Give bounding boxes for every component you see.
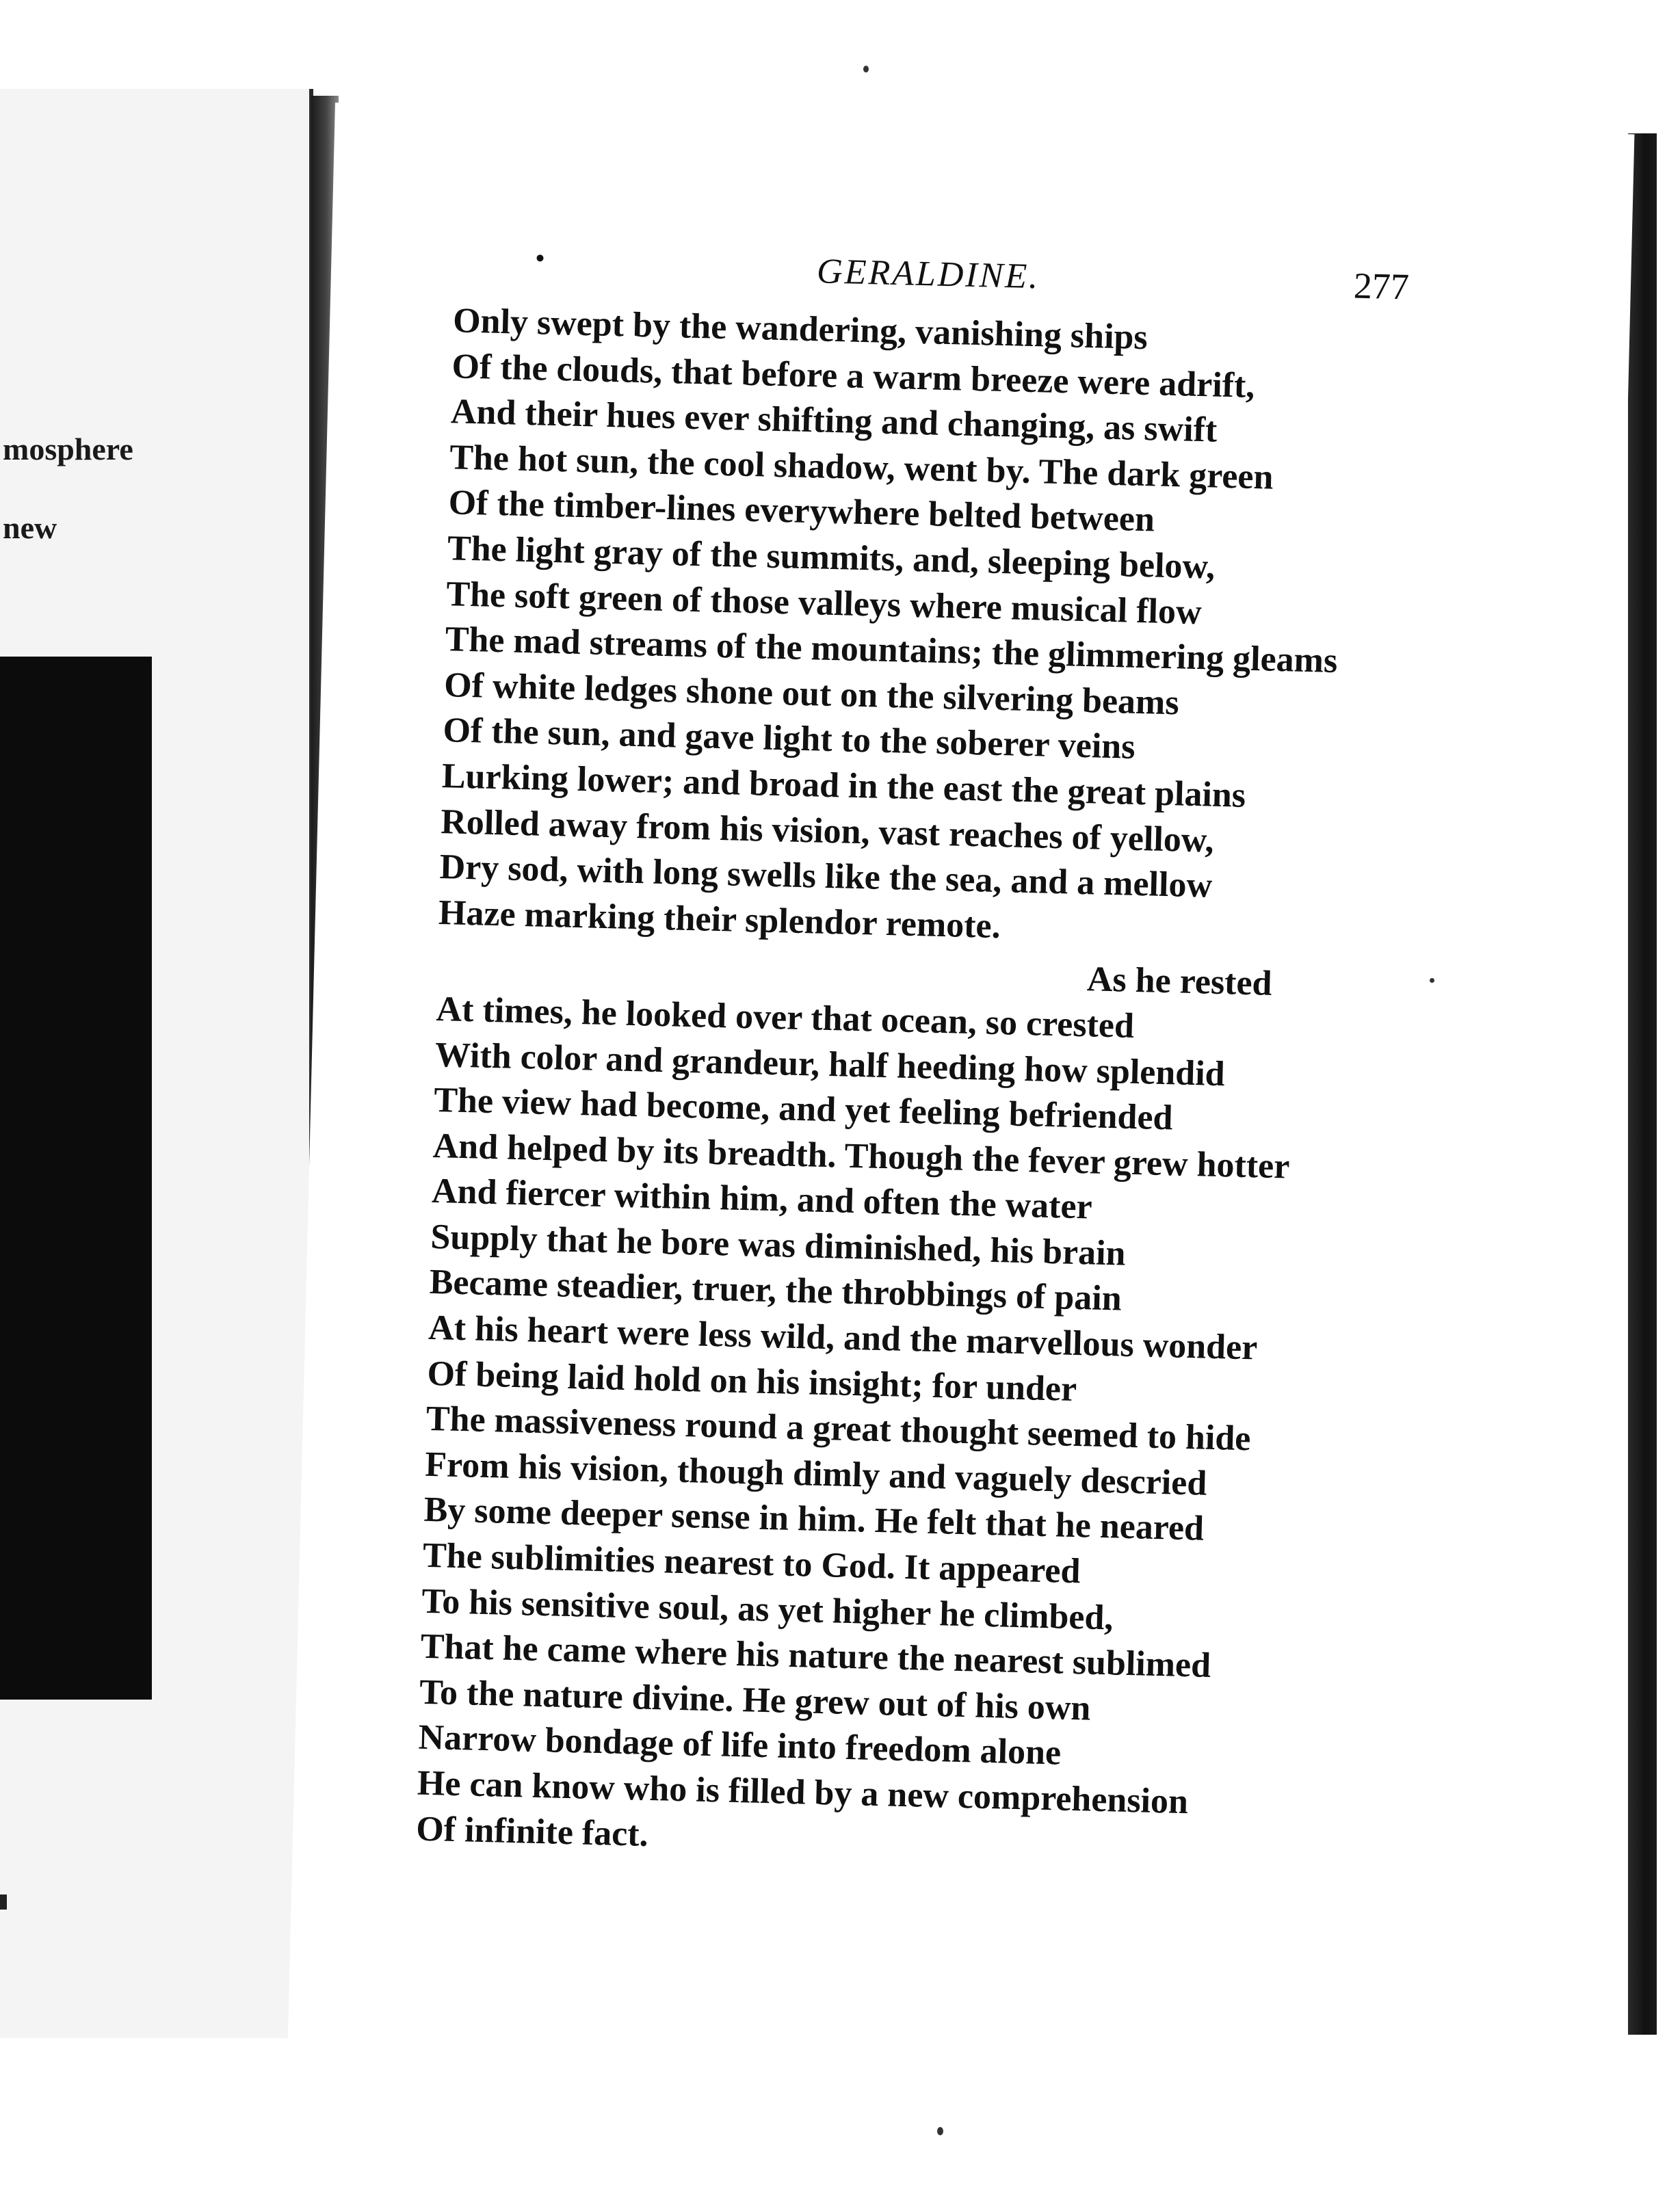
right-page [287,103,1635,2104]
poem-line: Of the timber-lines everywhere belted between [448,483,1155,540]
poem-line: That he came where his nature the nearest sublimed [420,1626,1211,1686]
poem-line: Only swept by the wandering, vanishing ships [452,301,1149,358]
poem-line: Narrow bondage of life into freedom alone [417,1718,1062,1773]
left-page-photo [0,657,152,1700]
poem-line: The soft green of those valleys where musical flow [445,574,1203,632]
scan-speck [937,2127,943,2135]
poem-line: Of the clouds, that before a warm breeze were adrift, [451,346,1256,406]
poem-line: At times, he looked over that ocean, so crested [435,989,1135,1046]
left-page-mark [0,1894,7,1910]
poem-line: The hot sun, the cool shadow, went by. The dark green [449,438,1274,497]
poem-line: Of being laid hold on his insight; for under [426,1354,1077,1409]
poem-line: Of infinite fact. [415,1809,649,1854]
poem-line: Of white ledges shone out on the silvering beams [443,665,1180,723]
poem-line: The light gray of the summits, and, sleeping below, [447,529,1216,587]
poem-line: He can know who is filled by a new comprehension [417,1763,1189,1822]
poem-line: The view had become, and yet feeling befriended [433,1081,1174,1138]
poem-line: To his sensitive soul, as yet higher he climbed, [421,1581,1114,1638]
left-page-fragment: mosphere [3,432,133,466]
poem-text [416,298,1548,1879]
left-facing-page [0,89,313,2038]
poem-line: Lurking lower; and broad in the east the great plains [441,756,1246,815]
poem-line: Rolled away from his vision, vast reaches of yellow, [440,802,1215,860]
poem-line: To the nature divine. He grew out of his own [419,1672,1092,1728]
poem-line: The mad streams of the mountains; the glimmering gleams [445,620,1338,681]
page-number: 277 [1353,265,1410,308]
right-page-edge [1628,133,1657,2035]
poem-line: Haze marking their splendor remote. [438,893,1001,946]
poem-line: Of the sun, and gave light to the soberer veins [442,711,1136,767]
header-dot [536,254,543,261]
poem-line: At his heart were less wild, and the marvellous wonder [428,1308,1258,1368]
scan-speck [1430,978,1434,983]
poem-line: Supply that he bore was diminished, his brain [430,1217,1127,1273]
poem-line-indented: As he rested [1086,960,1273,1004]
poem-line: By some deeper sense in him. He felt that he neared [423,1490,1205,1549]
scan-speck [863,66,869,72]
poem-line: Became steadier, truer, the throbbings of pain [429,1263,1123,1319]
poem-line: With color and grandeur, half heeding how splendid [434,1035,1226,1094]
poem-line: The massiveness round a great thought seemed to hide [425,1399,1252,1459]
poem-line: And their hues ever shifting and changing, as swift [450,392,1218,450]
running-head: GERALDINE. [816,252,1040,297]
poem-line: The sublimities nearest to God. It appeared [422,1535,1081,1592]
poem-line: Dry sod, with long swells like the sea, and a mellow [439,847,1213,906]
left-page-fragment: new [3,510,57,545]
poem-line: From his vision, though dimly and vaguely descried [424,1444,1207,1503]
poem-line: And helped by its breadth. Though the fever grew hotter [432,1126,1291,1187]
poem-line: And fiercer within him, and often the water [431,1172,1093,1227]
